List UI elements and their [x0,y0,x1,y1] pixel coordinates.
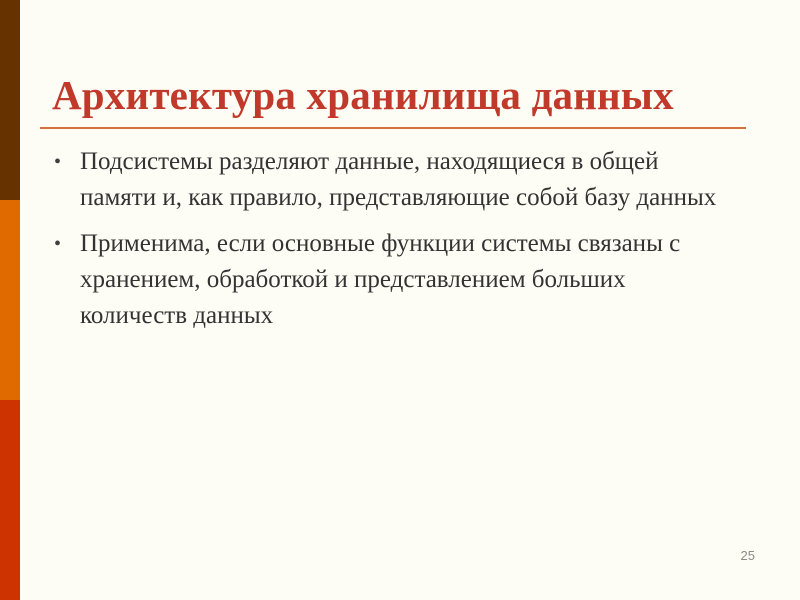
bullet-icon: • [54,233,62,255]
slide-title: Архитектура хранилища данных [52,72,674,118]
bullet-text: Подсистемы разделяют данные, находящиеся в общей памяти и, как правило, представляющие собой базу данных [80,148,717,211]
bullet-item [48,144,738,216]
page-number: 25 [740,548,755,563]
sidebar-stripe-top [0,0,20,200]
sidebar-stripe-middle [0,200,20,400]
bullet-icon: • [54,151,62,173]
bullet-list [48,144,738,344]
sidebar-stripe-bottom [0,400,20,600]
title-divider [40,127,746,129]
bullet-text: Применима, если основные функции системы связаны с хранением, обработкой и представлением больших количеств данных [80,230,681,329]
bullet-item [48,226,738,334]
